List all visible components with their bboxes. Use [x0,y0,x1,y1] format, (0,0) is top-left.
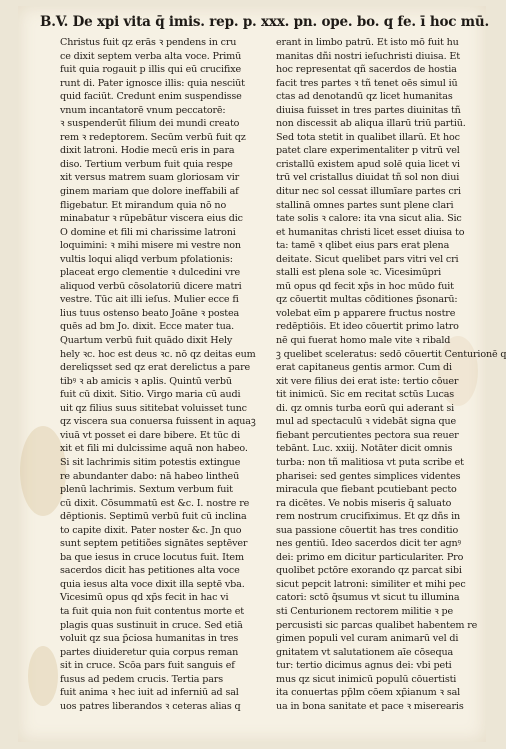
text-line: placeat ergo clementie ꝛ dulcedini vre [60,267,241,279]
text-line: dereliqsset sed qz erat derelictus a pare [60,362,251,374]
text-line: tur: tertio dicimus agnus dei: vbi peti [276,660,452,672]
text-line: percusisti sic parcas qualibet habentem re [276,619,478,631]
text-line: ditur nec sol cessat illumīare partes cri [276,186,461,198]
right-text-column [276,36,506,713]
text-line: erant in limbo patrū. Et isto mō fuit hu [276,37,459,48]
text-line: re abundanter dabo: nā habeo lintheū [60,470,240,482]
text-line: ba que iesus in cruce locutus fuit. Item [60,551,244,563]
text-line: stalli est plena sole ꝛc. Vicesimūpri [276,267,442,279]
text-line: fusus ad pedem crucis. Tertia pars [60,673,223,685]
text-line: uit qz filius suus sititebat voluisset tunc [60,402,247,414]
text-line: diuisa fuisset in tres partes diuinitas tñ [276,104,461,116]
text-line: dēptionis. Septimū verbū fuit cū inclina [60,511,247,523]
text-line: partes diuideretur quia corpus reman [60,646,239,658]
text-line: facit tres partes ꝛ tñ tenet oēs simul iū [276,77,458,89]
text-line: gimen populi vel curam animarū vel di [276,633,459,645]
text-line: ctas ad denotandū qz licet humanitas [276,91,453,103]
text-line: ita conuertas pp̄lm cōem xp̄ianum ꝛ sal [276,687,461,699]
text-line: dixit latroni. Hodie mecū eris in para [60,145,235,157]
text-line: sti Centurionem rectorem militie ꝛ pe [276,605,454,617]
text-line: vultis loqui aliqd verbum pfolationis: [60,253,233,265]
text-line: ta fuit quia non fuit contentus morte et [60,605,244,617]
text-line: vestre. Tūc ait illi ieſus. Mulier ecce fi [60,294,239,306]
text-line: plenū lachrimis. Sextum verbum fuit [60,484,233,496]
text-line: uos patres liberandos ꝛ ceteras alias q [60,700,241,712]
text-line: qz viscera sua conuersa fuissent in aquaꝫ [60,416,256,428]
text-line: non discessit ab aliqua illarū triū partiū. [276,118,466,130]
text-line: nē qui fuerat homo male vite ꝛ ribald [276,335,451,347]
text-line: cū dixit. Cōsummatū est &c. I. nostre re [60,497,250,509]
text-line: cristallū existem apud solē quia licet vi [276,158,460,170]
text-line: rem nostrum crucifiximus. Et qz dñs in [276,511,461,523]
text-line: turba: non tñ malitiosa vt puta scribe et [276,456,464,468]
text-line: mū opus qd fecit xp̄s in hoc mūdo fuit [276,280,454,292]
text-line: deitate. Sicut quelibet pars vitri vel cri [276,253,459,265]
text-line: minabatur ꝛ rūpebātur viscera eius dic [60,213,243,225]
text-line: fiebant percutientes pectora sua reuer [276,429,459,441]
text-line: catori: sctō q̄sumus vt sicut tu illumina [276,592,460,604]
text-line: ginem mariam que dolore ineffabili af [60,186,239,198]
text-line: quia iesus alta voce dixit illa septē vba. [60,578,245,590]
text-line: ce dixit septem verba alta voce. Primū [60,50,242,62]
text-line: manitas dñi nostri ieſuchristi diuisa. Et [276,50,460,62]
text-line: sicut pepcit latroni: similiter et mihi pec [276,578,466,590]
text-line: miracula que fiebant pcutiebant pecto [276,484,457,496]
text-line: rem ꝛ redeptorem. Secūm verbū fuit qz [60,131,246,143]
text-line: di. qz omnis turba eorū qui aderant si [276,402,455,414]
text-line: fligebatur. Et mirandum quia nō no [60,199,227,211]
text-line: qz cōuertit multas cōditiones p̄sonarū: [276,294,458,306]
text-line: Si sit lachrimis sitim potestis extingue [60,456,241,468]
text-line: quēs ad bm Jo. dixit. Ecce mater tua. [60,321,235,333]
text-line: Quartum verbū fuit quādo dixit Hely [60,335,233,347]
text-line: redēptiōis. Et ideo cōuertit primo latro [276,321,459,333]
text-line: mus qz sicut inimicū populū cōuertisti [276,673,457,685]
text-line: sua passione cōuertit has tres conditio [276,524,459,536]
text-line: gnitatem vt salutationem aīe cōsequa [276,646,454,658]
text-line: viuā vt posset ei dare bibere. Et tūc di [60,429,241,441]
text-line: ra dicētes. Ve nobis miseris q̄ saluato [276,497,452,509]
text-line: tate solis ꝛ calore: ita vna sicut alia. Sic [276,213,462,225]
text-line: sit in cruce. Scōa pars fuit sanguis ef [60,660,235,672]
text-line: O domine et fili mi charissime latroni [60,226,236,238]
text-line: sacerdos dicit has petitiones alta voce [60,565,240,577]
text-line: fuit anima ꝛ hec iuit ad inferniū ad sal [60,687,239,699]
text-line: Vicesimū opus qd xp̄s fecit in hac vi [60,592,229,604]
text-line: ꝛ suspenderūt filium dei mundi creato [60,118,240,130]
text-line: fuit cū dixit. Sitio. Virgo maria cū audi [60,389,241,401]
text-line: tebānt. Luc. xxiij. Notāter dicit omnis [276,443,453,455]
text-line: Sed tota stetit in qualibet illarū. Et hoc [276,131,460,143]
text-line: trū vel cristallus diuidat tñ sol non diui [276,172,460,184]
text-line: to capite dixit. Pater noster &c. Jn quo [60,524,242,536]
text-line: mul ad spectaculū ꝛ videbāt signa que [276,416,457,428]
text-line: ta: tamē ꝛ qlibet eius pars erat plena [276,240,450,252]
text-line: loquimini: ꝛ mihi misere mi vestre non [60,240,241,252]
text-line: volebat eīm p apparere fructus nostre [276,307,456,319]
paper-stain [28,646,58,706]
text-line: sunt septem petitiões signātes septēver [60,538,248,550]
text-line: plagis quas sustinuit in cruce. Sed etiā [60,619,243,631]
text-line: fuit quia rogauit p illis qui eū crucifixe [60,64,242,76]
text-line: patet clare experimentaliter p vitrū vel [276,145,460,157]
text-line: Christus fuit qz erās ꝛ pendens in cru [60,37,237,48]
text-line: hely ꝛc. hoc est deus ꝛc. nō qz deitas eum [60,348,256,360]
text-line: et humanitas christi licet esset diuisa to [276,226,465,238]
text-line: xit et fili mi dulcissime aquā non habeo. [60,443,248,455]
text-line: xit vere filius dei erat iste: tertio cōuer [276,375,459,387]
running-header: B.V. De xpi vita q̄ imis. rep. p. xxx. pn. ope. bo. q fe. ī hoc mū. [40,14,489,30]
text-line: diso. Tertium verbum fuit quia respe [60,158,233,170]
text-line: quolibet pctōre exorando qz parcat sibi [276,565,462,577]
text-line: hoc representat qñ sacerdos de hostia [276,64,457,76]
text-line: erat capitaneus gentis armor. Cum di [276,362,452,374]
text-line: ꝫ quelibet sceleratus: sedō cōuertit Centurionē q [276,348,506,360]
text-line: xit versus matrem suam gloriosam vir [60,172,240,184]
text-line: tibꝰ ꝛ ab amicis ꝛ aplis. Quintū verbū [60,375,232,387]
text-line: quid faciūt. Credunt enim suspendisse [60,91,242,103]
text-line: vnum incantatorē vnum peccatorē: [60,104,226,116]
text-line: voluit qz sua p̄ciosa humanitas in tres [60,633,239,645]
text-line: nes gentiū. Ideo sacerdos dicit ter agnꝰ [276,538,462,550]
text-line: aliquod verbū cōsolatoriū dicere matri [60,280,242,292]
text-line: dei: primo em dicitur particulariter. Pro [276,551,464,563]
text-line: stallinā omnes partes sunt plene clari [276,199,454,211]
left-text-column [60,36,266,713]
text-line: runt di. Pater ignosce illis: quia nesciūt [60,77,245,89]
text-line: lius tuus ostenso beato Joāne ꝛ postea [60,307,240,319]
text-line: pharisei: sed gentes simplices videntes [276,470,461,482]
text-line: tit inimicū. Sic em recitat sctūs Lucas [276,389,455,401]
text-line: ua in bona sanitate et pace ꝛ miserearis [276,700,464,712]
